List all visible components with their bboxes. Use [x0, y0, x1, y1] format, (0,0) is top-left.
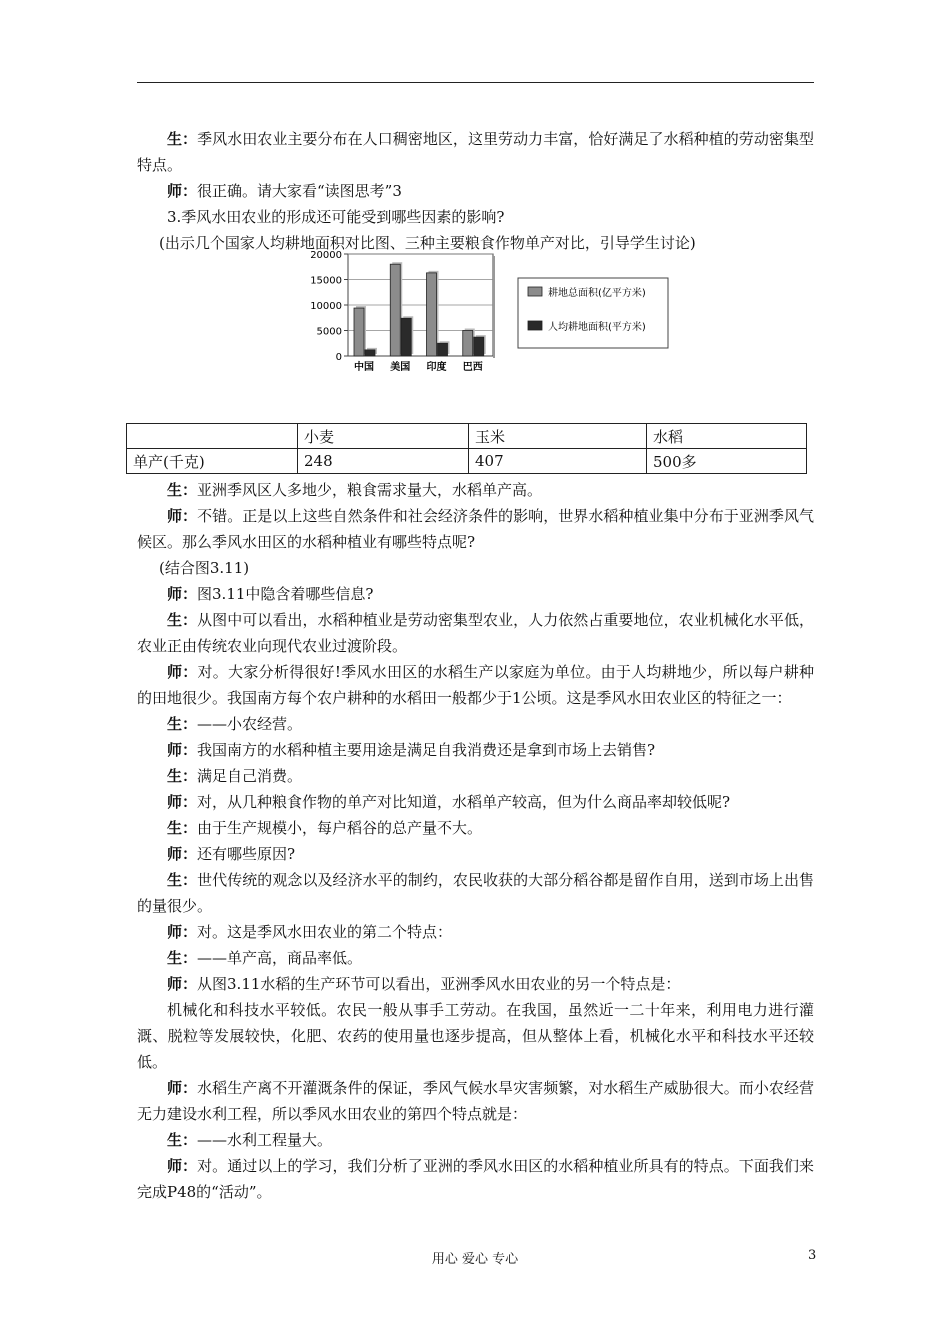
instruction: (出示几个国家人均耕地面积对比图、三种主要粮食作物单产对比，引导学生讨论) — [159, 234, 696, 252]
paragraph: 生：——小农经营。 — [167, 715, 303, 733]
y-tick-label: 0 — [335, 352, 342, 363]
paragraph: 师：水稻生产离不开灌溉条件的保证，季风气候水旱灾害频繁，对水稻生产威胁很大。而小农经营无力建设水利工程，所以季风水田农业的第四个特点就是： — [137, 1079, 814, 1123]
question: 3.季风水田农业的形成还可能受到哪些因素的影响? — [167, 208, 505, 226]
x-tick-label: 巴西 — [462, 362, 483, 373]
footer-motto: 用心 爱心 专心 — [431, 1252, 519, 1267]
table-cell: 小麦 — [298, 424, 469, 449]
paragraph: 师：不错。正是以上这些自然条件和社会经济条件的影响，世界水稻种植业集中分布于亚洲季风气候区。那么季风水田区的水稻种植业有哪些特点呢? — [137, 507, 814, 551]
table-cell: 407 — [469, 449, 647, 474]
y-tick-label: 20000 — [310, 250, 342, 261]
paragraph: 师：对。大家分析得很好!季风水田区的水稻生产以家庭为单位。由于人均耕地少，所以每户耕种的田地很少。我国南方每个农户耕种的水稻田一般都少于1公顷。这是季风水田农业区的特征之一： — [137, 663, 814, 707]
paragraph: 机械化和科技水平较低。农民一般从事手工劳动。在我国，虽然近一二十年来，利用电力进行灌溉、脱粒等发展较快，化肥、农药的使用量也逐步提高，但从整体上看，机械化水平和科技水平还较低。 — [137, 1001, 814, 1071]
paragraph: 生：——单产高，商品率低。 — [167, 949, 363, 967]
paragraph: 师：图3.11中隐含着哪些信息? — [167, 585, 374, 603]
plot-shadow — [493, 256, 495, 358]
legend-label: 耕地总面积(亿平方米) — [548, 288, 646, 299]
table-row — [127, 449, 807, 474]
farmland-bar-chart — [303, 248, 673, 378]
yield-table — [126, 423, 807, 474]
table-cell: 单产(千克) — [127, 449, 298, 474]
y-tick-label: 5000 — [316, 326, 342, 338]
header-rule — [137, 82, 814, 83]
paragraph: 生：——水利工程量大。 — [167, 1131, 333, 1149]
paragraph: (结合图3.11) — [159, 559, 250, 577]
x-tick-label: 中国 — [354, 362, 374, 373]
paragraph: 师：我国南方的水稻种植主要用途是满足自我消费还是拿到市场上去销售? — [167, 741, 656, 759]
bar-percapita-2 — [438, 343, 448, 356]
table-cell — [127, 424, 298, 449]
paragraph: 师：还有哪些原因? — [167, 845, 296, 863]
bar-percapita-3 — [474, 337, 484, 356]
legend-swatch-0 — [528, 287, 542, 296]
table-cell: 水稻 — [647, 424, 807, 449]
paragraph: 生：亚洲季风区人多地少，粮食需求量大，水稻单产高。 — [167, 481, 543, 499]
paragraph: 生：季风水田农业主要分布在人口稠密地区，这里劳动力丰富，恰好满足了水稻种植的劳动密集型特点。 — [137, 130, 814, 174]
paragraph: 师：很正确。请大家看“读图思考”3 — [167, 182, 402, 200]
table-cell: 玉米 — [469, 424, 647, 449]
text-block-bottom — [137, 477, 814, 1205]
bar-total-2 — [427, 273, 437, 356]
x-tick-label: 印度 — [426, 362, 447, 373]
paragraph: 生：由于生产规模小，每户稻谷的总产量不大。 — [167, 819, 483, 837]
table-cell: 500多 — [647, 449, 807, 474]
y-tick-label: 15000 — [310, 275, 342, 287]
legend-swatch-1 — [528, 321, 542, 330]
paragraph: 生：满足自己消费。 — [167, 767, 303, 785]
page-number: 3 — [808, 1248, 817, 1263]
bar-total-0 — [354, 308, 364, 356]
bar-percapita-1 — [401, 318, 411, 356]
paragraph: 师：对。这是季风水田农业的第二个特点： — [167, 923, 453, 941]
bar-percapita-0 — [365, 350, 375, 356]
paragraph: 师：从图3.11水稻的生产环节可以看出，亚洲季风水田农业的另一个特点是： — [167, 975, 681, 993]
x-tick-label: 美国 — [390, 362, 411, 373]
paragraph: 师：对，从几种粮食作物的单产对比知道，水稻单产较高，但为什么商品率却较低呢? — [167, 793, 731, 811]
text-block-top — [137, 126, 814, 256]
bar-total-1 — [390, 264, 400, 356]
table-header-row — [127, 424, 807, 449]
paragraph: 生：世代传统的观念以及经济水平的制约，农民收获的大部分稻谷都是留作自用，送到市场上出售的量很少。 — [137, 871, 814, 915]
y-tick-label: 10000 — [310, 301, 342, 312]
bar-total-3 — [463, 331, 473, 357]
table-cell: 248 — [298, 449, 469, 474]
paragraph: 师：对。通过以上的学习，我们分析了亚洲的季风水田区的水稻种植业所具有的特点。下面我们来完成P48的“活动”。 — [137, 1157, 814, 1201]
legend-label: 人均耕地面积(平方米) — [548, 322, 646, 333]
paragraph: 生：从图中可以看出，水稻种植业是劳动密集型农业，人力依然占重要地位，农业机械化水平低，农业正由传统农业向现代农业过渡阶段。 — [137, 611, 814, 655]
